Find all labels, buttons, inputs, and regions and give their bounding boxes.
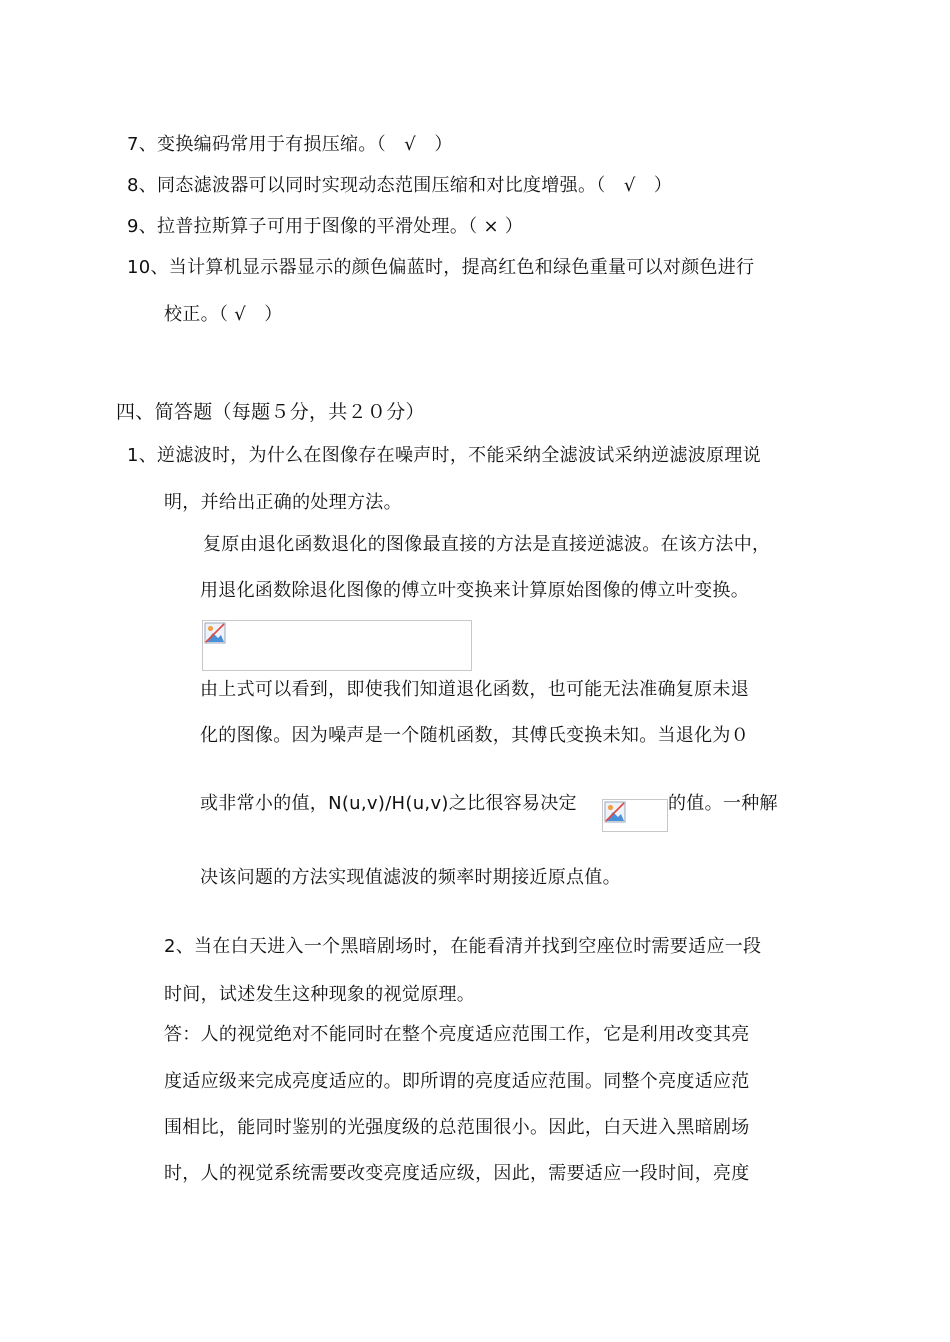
q1-answer-line: 或非常小的值，N(u,v)/H(u,v)之比很容易决定 <box>200 793 577 814</box>
tf-item-9: 9、拉普拉斯算子可用于图像的平滑处理。（ × ） <box>127 216 524 237</box>
formula-image <box>202 620 472 671</box>
q1-question-line: 明，并给出正确的处理方法。 <box>164 492 402 513</box>
tf-item-10: 10、当计算机显示器显示的颜色偏蓝时，提高红色和绿色重量可以对颜色进行 <box>127 257 755 278</box>
q1-answer-line: 决该问题的方法实现值滤波的频率时期接近原点值。 <box>200 867 621 888</box>
tf-item-8: 8、同态滤波器可以同时实现动态范围压缩和对比度增强。（ √ ） <box>127 175 673 196</box>
q2-question-line: 时间，试述发生这种现象的视觉原理。 <box>164 984 476 1005</box>
q2-answer-line: 时，人的视觉系统需要改变亮度适应级，因此，需要适应一段时间，亮度 <box>164 1163 750 1184</box>
broken-image-icon <box>604 801 626 823</box>
broken-image-icon <box>204 622 226 644</box>
q1-answer-line: 用退化函数除退化图像的傅立叶变换来计算原始图像的傅立叶变换。 <box>200 580 749 601</box>
q1-answer-line: 复原由退化函数退化的图像最直接的方法是直接逆滤波。在该方法中， <box>203 534 771 555</box>
q1-answer-line: 由上式可以看到，即使我们知道退化函数，也可能无法准确复原未退 <box>200 679 749 700</box>
q1-question-line: 1、逆滤波时，为什么在图像存在噪声时，不能采纳全滤波试采纳逆滤波原理说 <box>127 445 761 466</box>
inline-formula-image <box>602 799 668 832</box>
tf-item-7: 7、变换编码常用于有损压缩。（ √ ） <box>127 134 453 155</box>
q2-answer-line: 度适应级来完成亮度适应的。即所谓的亮度适应范围。同整个亮度适应范 <box>164 1071 750 1092</box>
q2-question-line: 2、当在白天进入一个黑暗剧场时，在能看清并找到空座位时需要适应一段 <box>164 936 762 957</box>
section-title: 四、简答题（每题５分，共２０分） <box>116 401 425 423</box>
q2-answer-line: 答：人的视觉绝对不能同时在整个亮度适应范围工作，它是利用改变其亮 <box>164 1024 750 1045</box>
tf-item-10-continued: 校正。（ √ ） <box>164 304 283 325</box>
q1-answer-line: 的值。一种解 <box>668 793 778 814</box>
q1-answer-line: 化的图像。因为噪声是一个随机函数，其傅氏变换未知。当退化为０ <box>200 725 749 746</box>
q2-answer-line: 围相比，能同时鉴别的光强度级的总范围很小。因此，白天进入黑暗剧场 <box>164 1117 750 1138</box>
